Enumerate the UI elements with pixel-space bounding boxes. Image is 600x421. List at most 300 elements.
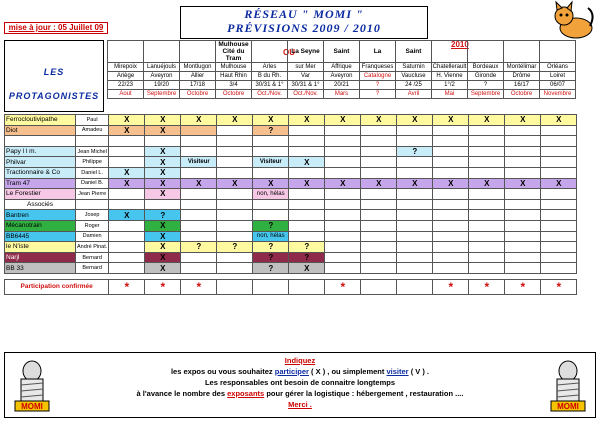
header-top-6: Saint xyxy=(324,41,360,63)
cell-5: X xyxy=(289,178,325,189)
cell-7 xyxy=(361,220,397,231)
cell-0: X xyxy=(109,178,145,189)
cell-6 xyxy=(325,136,361,147)
header-dates-12: 06/07 xyxy=(540,81,576,90)
cell-3: X xyxy=(217,178,253,189)
footer-participate: participer xyxy=(274,367,309,376)
cell-9 xyxy=(433,157,469,168)
header-city-2: Montlugon xyxy=(180,63,216,72)
cell-5 xyxy=(289,167,325,178)
cell-11 xyxy=(505,157,541,168)
header-dept-10: Gironde xyxy=(468,72,504,81)
header-dept-12: Loiret xyxy=(540,72,576,81)
confirmed-12: * xyxy=(541,279,577,294)
protagonists-box xyxy=(4,40,104,112)
header-top-3: Mulhouse Cité du Tram xyxy=(216,41,252,63)
header-city-11: Montélimar xyxy=(504,63,540,72)
row-name: Tram 47 xyxy=(5,178,76,189)
cell-7 xyxy=(361,199,397,210)
cell-12 xyxy=(541,136,577,147)
cell-2: ? xyxy=(181,242,217,253)
cell-0: X xyxy=(109,115,145,126)
logo-text-left: MOMI xyxy=(21,402,43,411)
title-box xyxy=(180,6,428,39)
cell-7: X xyxy=(361,115,397,126)
mummy-logo-left xyxy=(13,359,51,413)
cell-6 xyxy=(325,157,361,168)
header-month-0: Aout xyxy=(108,90,144,99)
cell-5 xyxy=(289,146,325,157)
cell-1: X xyxy=(145,167,181,178)
header-dates-0: 22/23 xyxy=(108,81,144,90)
cell-6 xyxy=(325,189,361,200)
cell-7 xyxy=(361,252,397,263)
cell-2 xyxy=(181,146,217,157)
cell-9 xyxy=(433,146,469,157)
header-dept-9: H. Vienne xyxy=(432,72,468,81)
row-person: Amadeu xyxy=(76,125,109,136)
cell-1: X xyxy=(145,242,181,253)
header-dates-8: 24 /25 xyxy=(396,81,432,90)
cell-10 xyxy=(469,167,505,178)
cell-4: X xyxy=(253,115,289,126)
header-dates-1: 19/20 xyxy=(144,81,180,90)
cell-11 xyxy=(505,231,541,242)
cell-4 xyxy=(253,199,289,210)
header-city-9: Chatellerault xyxy=(432,63,467,70)
row-name xyxy=(5,136,76,147)
cell-0 xyxy=(109,231,145,242)
cell-10 xyxy=(469,199,505,210)
cell-1: X xyxy=(145,220,181,231)
confirmed-10: * xyxy=(469,279,505,294)
cell-7 xyxy=(361,231,397,242)
header-month-9: Mai xyxy=(432,90,468,99)
confirmed-row xyxy=(5,279,577,294)
table-row xyxy=(5,136,577,147)
cell-12: X xyxy=(541,115,577,126)
header-top-10 xyxy=(468,41,504,63)
cat-icon xyxy=(550,0,596,40)
table-row xyxy=(5,210,577,221)
header-dept-5: Var xyxy=(288,72,324,81)
cell-2 xyxy=(181,220,217,231)
header-month-3: Octobre xyxy=(216,90,252,99)
cell-2: X xyxy=(181,178,217,189)
header-dates-3: 3/4 xyxy=(216,81,252,90)
cell-4: ? xyxy=(253,242,289,253)
header-month-4: Oct./Nov. xyxy=(252,90,288,99)
cell-9 xyxy=(433,242,469,253)
confirmed-5 xyxy=(289,279,325,294)
cell-11 xyxy=(505,242,541,253)
header-dates-9: 1°/2 xyxy=(432,81,468,90)
confirmed-7 xyxy=(361,279,397,294)
cell-10 xyxy=(469,252,505,263)
participation-grid xyxy=(4,114,577,295)
header-dept-3: Haut Rhin xyxy=(216,72,252,81)
cell-3 xyxy=(217,199,253,210)
cell-9: X xyxy=(433,115,469,126)
header-dept-1: Aveyron xyxy=(144,72,180,81)
cell-12 xyxy=(541,157,577,168)
cell-11 xyxy=(505,220,541,231)
cell-4: Visiteur xyxy=(253,157,289,168)
cell-5: X xyxy=(289,115,325,126)
cell-6: X xyxy=(325,115,361,126)
cell-9 xyxy=(433,167,469,178)
cell-8 xyxy=(397,167,433,178)
header-month-10: Septembre xyxy=(468,90,504,99)
header-city-5: sur Mer xyxy=(288,63,324,72)
cell-4: ? xyxy=(253,125,289,136)
header-dates-5: 30/31 & 1° xyxy=(288,81,324,90)
cell-6 xyxy=(325,167,361,178)
header-top-2 xyxy=(180,41,216,63)
cell-0: X xyxy=(109,167,145,178)
cell-8 xyxy=(397,210,433,221)
row-name: Diot xyxy=(5,125,76,136)
cell-3 xyxy=(217,157,253,168)
header-month-12: Novembre xyxy=(540,90,576,99)
header-top-5: La Seyne xyxy=(288,41,324,63)
logo-text-right: MOMI xyxy=(557,402,579,411)
row-person xyxy=(76,136,109,147)
header-top-0 xyxy=(108,41,144,63)
cell-8 xyxy=(397,136,433,147)
cell-4 xyxy=(253,146,289,157)
row-name: Narjl xyxy=(5,252,76,263)
cell-4 xyxy=(253,136,289,147)
cell-7 xyxy=(361,263,397,274)
cell-3 xyxy=(217,220,253,231)
confirmed-6: * xyxy=(325,279,361,294)
cell-11: X xyxy=(505,178,541,189)
cell-6 xyxy=(325,252,361,263)
header-city-10: Bordeaux xyxy=(468,63,504,72)
cell-2 xyxy=(181,125,217,136)
cell-5 xyxy=(289,220,325,231)
table-row xyxy=(5,220,577,231)
header-month-1: Septembre xyxy=(144,90,180,99)
cell-6 xyxy=(325,199,361,210)
cell-9 xyxy=(433,263,469,274)
cell-3 xyxy=(217,189,253,200)
header-dept-7: Catalogne xyxy=(360,72,396,81)
cell-10: X xyxy=(469,178,505,189)
confirmed-1: * xyxy=(145,279,181,294)
cell-10 xyxy=(469,263,505,274)
header-month-5: Oct./Nov. xyxy=(288,90,324,99)
row-person: Damien xyxy=(76,231,109,242)
cell-0 xyxy=(109,263,145,274)
cell-6 xyxy=(325,242,361,253)
cell-4 xyxy=(253,210,289,221)
protagonists-label-1: LES xyxy=(43,67,65,77)
cell-9 xyxy=(433,199,469,210)
cell-6: X xyxy=(325,178,361,189)
cell-10 xyxy=(469,231,505,242)
table-row xyxy=(5,263,577,274)
confirmed-2: * xyxy=(181,279,217,294)
table-row xyxy=(5,157,577,168)
header-top-1 xyxy=(144,41,180,63)
footer-line-2c: ( X ) , ou simplement xyxy=(311,367,385,376)
cell-7: X xyxy=(361,178,397,189)
cell-12 xyxy=(541,252,577,263)
cell-11 xyxy=(505,136,541,147)
cell-7 xyxy=(361,136,397,147)
cell-10 xyxy=(469,136,505,147)
cell-2 xyxy=(181,167,217,178)
table-row xyxy=(5,146,577,157)
row-name: Le Forestier xyxy=(5,189,76,200)
cell-6 xyxy=(325,146,361,157)
cell-7 xyxy=(361,242,397,253)
cell-0 xyxy=(109,252,145,263)
cell-0 xyxy=(109,189,145,200)
cell-6 xyxy=(325,125,361,136)
cell-4: ? xyxy=(253,263,289,274)
cell-8 xyxy=(397,157,433,168)
cell-11 xyxy=(505,146,541,157)
header-city-4: Arles xyxy=(252,63,288,72)
cell-3 xyxy=(217,252,253,263)
header-top-12 xyxy=(540,41,576,63)
footer-thanks: Merci . xyxy=(288,400,312,409)
cell-0: X xyxy=(109,125,145,136)
cell-12 xyxy=(541,189,577,200)
cell-5 xyxy=(289,189,325,200)
cell-8 xyxy=(397,125,433,136)
cell-10 xyxy=(469,146,505,157)
cell-5 xyxy=(289,210,325,221)
row-name: Philvar xyxy=(5,157,76,168)
header-dept-6: Aveyron xyxy=(324,72,360,81)
cell-5 xyxy=(289,231,325,242)
cell-3 xyxy=(217,136,253,147)
confirmed-0: * xyxy=(109,279,145,294)
cell-8 xyxy=(397,252,433,263)
footer-visit: visiter xyxy=(386,367,409,376)
table-row xyxy=(5,125,577,136)
cell-1: ? xyxy=(145,210,181,221)
row-name: Papy l l m. xyxy=(5,146,76,157)
cell-2: X xyxy=(181,115,217,126)
cell-11 xyxy=(505,199,541,210)
header-dates-7: ? xyxy=(360,81,396,90)
cell-2 xyxy=(181,252,217,263)
cell-9 xyxy=(433,231,469,242)
header-top-7: La xyxy=(360,41,396,63)
cell-3 xyxy=(217,125,253,136)
cell-0 xyxy=(109,242,145,253)
cell-8: X xyxy=(397,178,433,189)
cell-3: X xyxy=(217,115,253,126)
header-dates-10: ? xyxy=(468,81,504,90)
header-dept-8: Vaucluse xyxy=(396,72,432,81)
cell-1: X xyxy=(145,252,181,263)
cell-2 xyxy=(181,210,217,221)
cell-5 xyxy=(289,136,325,147)
protagonists-label-2: PROTAGONISTES xyxy=(8,91,100,101)
cell-10 xyxy=(469,189,505,200)
cell-12 xyxy=(541,210,577,221)
cell-8 xyxy=(397,231,433,242)
cell-12 xyxy=(541,242,577,253)
header-month-11: Octobre xyxy=(504,90,540,99)
row-person: Paul xyxy=(76,115,109,126)
footer-note xyxy=(4,352,596,418)
cell-10 xyxy=(469,210,505,221)
cell-7 xyxy=(361,146,397,157)
cell-11 xyxy=(505,125,541,136)
header-city-3: Mulhouse xyxy=(216,63,252,72)
row-person: Daniel L. xyxy=(76,167,109,178)
row-name: Mécanotrain xyxy=(5,220,76,231)
header-dates-11: 16/17 xyxy=(504,81,540,90)
year-label: 2010 xyxy=(451,40,469,49)
header-dept-4: B du Rh. xyxy=(252,72,288,81)
cell-8 xyxy=(397,242,433,253)
mummy-logo-right xyxy=(549,359,587,413)
cell-2 xyxy=(181,136,217,147)
header-city-8: Saturnin xyxy=(396,63,432,72)
cell-5: ? xyxy=(289,242,325,253)
cell-6 xyxy=(325,263,361,274)
cell-12 xyxy=(541,125,577,136)
footer-line-4c: pour gérer la logistique : hébergement , restauration .... xyxy=(266,389,464,398)
cell-5 xyxy=(289,199,325,210)
cell-12 xyxy=(541,263,577,274)
cell-1: X xyxy=(145,263,181,274)
cell-10 xyxy=(469,242,505,253)
cell-8 xyxy=(397,220,433,231)
cell-10 xyxy=(469,125,505,136)
row-name: le N'iste xyxy=(5,242,76,253)
cell-7 xyxy=(361,210,397,221)
row-name: BB6445 xyxy=(5,231,76,242)
cell-5 xyxy=(289,125,325,136)
footer-line-1: Indiquez xyxy=(284,356,316,365)
cell-1: X xyxy=(145,231,181,242)
cell-7 xyxy=(361,167,397,178)
cell-9 xyxy=(433,136,469,147)
header-top-9 xyxy=(432,41,468,63)
confirmed-label: Participation confirmée xyxy=(5,279,109,294)
footer-line-3: Les responsables ont besoin de connaitre longtemps xyxy=(204,378,396,387)
row-name: Associés xyxy=(5,199,76,210)
header-city-1: Lanuéjouls xyxy=(144,63,180,72)
row-name: BB 33 xyxy=(5,263,76,274)
row-person: Jean Pierre xyxy=(76,189,109,200)
cell-12 xyxy=(541,167,577,178)
cell-3 xyxy=(217,146,253,157)
cell-5: X xyxy=(289,157,325,168)
cell-8: ? xyxy=(397,146,433,157)
row-person: Roger xyxy=(76,220,109,231)
confirmed-8 xyxy=(397,279,433,294)
cell-5: ? xyxy=(289,252,325,263)
cell-1: X xyxy=(145,178,181,189)
cell-2 xyxy=(181,263,217,274)
cell-4: non, hélas xyxy=(253,189,289,200)
cell-8 xyxy=(397,189,433,200)
confirmed-11: * xyxy=(505,279,541,294)
cell-1: X xyxy=(145,146,181,157)
or-label: OU xyxy=(283,48,295,57)
cell-4 xyxy=(253,167,289,178)
cell-12 xyxy=(541,146,577,157)
cell-2 xyxy=(181,199,217,210)
cell-2 xyxy=(181,231,217,242)
header-month-6: Mars xyxy=(324,90,360,99)
cell-11 xyxy=(505,210,541,221)
cell-3 xyxy=(217,263,253,274)
cell-8: X xyxy=(397,115,433,126)
cell-4: ? xyxy=(253,252,289,263)
cell-1: X xyxy=(145,157,181,168)
cell-10 xyxy=(469,157,505,168)
header-city-6: Affrique xyxy=(324,63,360,72)
header-month-7: ? xyxy=(360,90,396,99)
cell-2: Visiteur xyxy=(181,157,217,168)
cell-12 xyxy=(541,199,577,210)
row-person: Philippe xyxy=(76,157,109,168)
table-row xyxy=(5,231,577,242)
cell-0 xyxy=(109,136,145,147)
cell-0 xyxy=(109,220,145,231)
row-name: Ferrocloutivipathe xyxy=(5,115,76,126)
header-city-7: Franqueses xyxy=(360,63,396,72)
cell-11 xyxy=(505,252,541,263)
confirmed-3 xyxy=(217,279,253,294)
cell-12: X xyxy=(541,178,577,189)
cell-4: ? xyxy=(253,220,289,231)
header-dept-2: Allier xyxy=(180,72,216,81)
confirmed-9: * xyxy=(433,279,469,294)
cell-0 xyxy=(109,157,145,168)
header-top-11 xyxy=(504,41,540,63)
cell-6 xyxy=(325,210,361,221)
header-top-4 xyxy=(252,41,288,63)
cell-11 xyxy=(505,189,541,200)
cell-11 xyxy=(505,167,541,178)
table-row xyxy=(5,115,577,126)
cell-3: ? xyxy=(217,242,253,253)
cell-4: X xyxy=(253,178,289,189)
cell-1: X xyxy=(145,115,181,126)
cell-5: X xyxy=(289,263,325,274)
cell-9 xyxy=(433,252,469,263)
table-row xyxy=(5,199,577,210)
cell-7 xyxy=(361,125,397,136)
table-row xyxy=(5,242,577,253)
header-city-0: Mirepoix xyxy=(108,63,144,72)
table-row xyxy=(5,178,577,189)
cell-2 xyxy=(181,189,217,200)
cell-9 xyxy=(433,210,469,221)
header-dates-6: 20/21 xyxy=(324,81,360,90)
cell-9 xyxy=(433,189,469,200)
cell-9: X xyxy=(433,178,469,189)
cell-1: X xyxy=(145,189,181,200)
table-row xyxy=(5,167,577,178)
cell-8 xyxy=(397,199,433,210)
header-dept-11: Drôme xyxy=(504,72,540,81)
cell-6 xyxy=(325,231,361,242)
cell-1: X xyxy=(145,125,181,136)
